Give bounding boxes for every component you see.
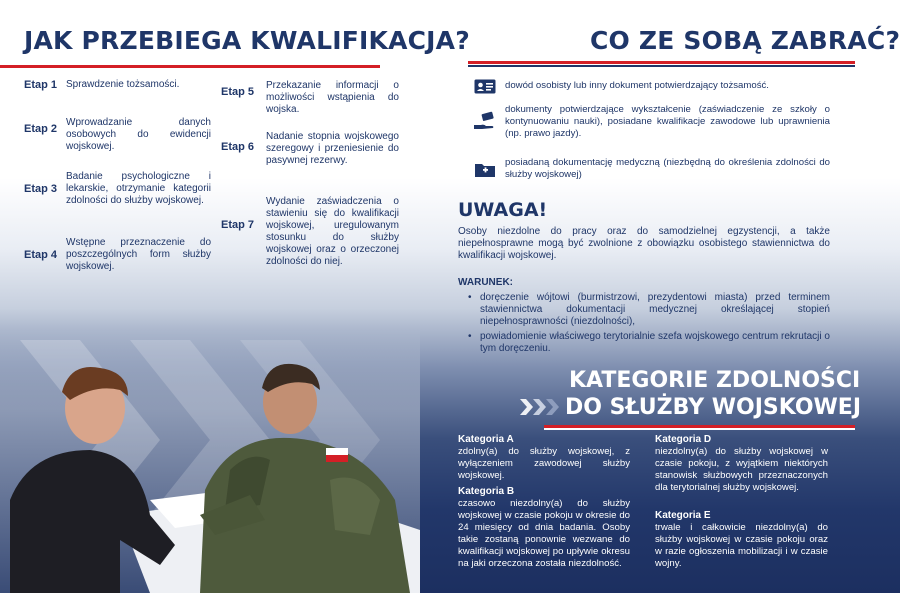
- uwaga-heading: UWAGA!: [458, 199, 548, 221]
- category-title: Kategoria B: [458, 486, 515, 497]
- chevrons-icon: [520, 397, 560, 417]
- stage-label: Etap 2: [24, 123, 58, 135]
- warunek-item-text: doręczenie wójtowi (burmistrzowi, prezydentowi miasta) przed terminem stawiennictwa dokumentacji medycznej określającej stopień niepełnosprawności (niezdolności),: [480, 292, 830, 327]
- recruitment-photo: [0, 330, 420, 593]
- stage-text: Wprowadzanie danych osobowych do ewidencji wojskowej.: [66, 117, 211, 152]
- medical-folder-icon: [474, 161, 496, 178]
- right-title-underline-navy: [468, 65, 855, 67]
- category-text: czasowo niezdolny(a) do służby wojskowej w czasie pokoju w okresie do 24 miesięcy od dnia badania. Osoby takie zostaną ponownie wezwane do kwalifikacji wojskowej po upływie okresu na jaki orzeczona została niezdolność.: [458, 498, 630, 569]
- bring-item-text: dokumenty potwierdzające wykształcenie (zaświadczenie ze szkoły o kontynuowaniu nauki), posiadane kwalifikacje zawodowe lub uprawnienia (np. prawo jazdy).: [505, 104, 830, 139]
- category-text: zdolny(a) do służby wojskowej, z wyłączeniem zawodowej służby wojskowej.: [458, 446, 630, 481]
- uwaga-text: Osoby niezdolne do pracy oraz do samodzielnej egzystencji, a także niepełnosprawne mogą być zwolnione z obowiązku osobistego stawiennictwa do kwalifikacji wojskowej.: [458, 226, 830, 261]
- left-title-underline: [0, 65, 380, 68]
- left-title: JAK PRZEBIEGA KWALIFIKACJA?: [24, 26, 470, 55]
- bullet-icon: •: [468, 292, 472, 303]
- bring-item-text: posiadaną dokumentację medyczną (niezbędną do określenia zdolności do służby wojskowej): [505, 157, 830, 180]
- diploma-hand-icon: [473, 112, 497, 132]
- category-text: trwale i całkowicie niezdolny(a) do służby wojskowej w czasie pokoju oraz w razie ogłoszenia mobilizacji i w czasie wojny.: [655, 522, 828, 569]
- stage-label: Etap 7: [221, 219, 255, 231]
- stage-label: Etap 4: [24, 249, 58, 261]
- warunek-item: [468, 331, 830, 355]
- warunek-item: [468, 292, 830, 328]
- stage-text: Wydanie zaświadczenia o stawieniu się do kwalifikacji wojskowej, uregulowanym stosunku do służby wojskowej oraz o orzeczonej zdolności do niej.: [266, 196, 399, 267]
- right-title: CO ZE SOBĄ ZABRAĆ?: [590, 26, 900, 55]
- stage-text: Badanie psychologiczne i lekarskie, otrzymanie kategorii zdolności do służby wojskowej.: [66, 171, 211, 206]
- stage-label: Etap 3: [24, 183, 58, 195]
- categories-title-line1: KATEGORIE ZDOLNOŚCI: [569, 368, 861, 393]
- id-card-icon: [474, 79, 496, 94]
- category-title: Kategoria A: [458, 434, 514, 445]
- stage-text: Przekazanie informacji o możliwości wstąpienia do wojska.: [266, 80, 399, 115]
- right-title-underline: [468, 61, 855, 64]
- stage-text: Sprawdzenie tożsamości.: [66, 79, 180, 90]
- categories-title-underline-white: [544, 428, 855, 430]
- stage-label: Etap 6: [221, 141, 255, 153]
- stage-text: Nadanie stopnia wojskowego szeregowy i przeniesienie do pasywnej rezerwy.: [266, 131, 399, 166]
- stage-text: Wstępne przeznaczenie do poszczególnych form służby wojskowej.: [66, 237, 211, 272]
- bring-item-text: dowód osobisty lub inny dokument potwierdzający tożsamość.: [505, 80, 769, 91]
- stage-label: Etap 5: [221, 86, 255, 98]
- category-text: niezdolny(a) do służby wojskowej w czasie pokoju, z wyjątkiem niektórych stanowisk służbowych przeznaczonych dla terytorialnej służby wojskowej.: [655, 446, 828, 493]
- bullet-icon: •: [468, 331, 472, 342]
- category-title: Kategoria D: [655, 434, 712, 445]
- warunek-item-text: powiadomienie właściwego terytorialnie szefa wojskowego centrum rekrutacji o tym doręczeniu.: [480, 331, 830, 354]
- warunek-heading: WARUNEK:: [458, 277, 513, 288]
- category-title: Kategoria E: [655, 510, 711, 521]
- stage-label: Etap 1: [24, 79, 58, 91]
- categories-title-line2: DO SŁUŻBY WOJSKOWEJ: [565, 395, 862, 420]
